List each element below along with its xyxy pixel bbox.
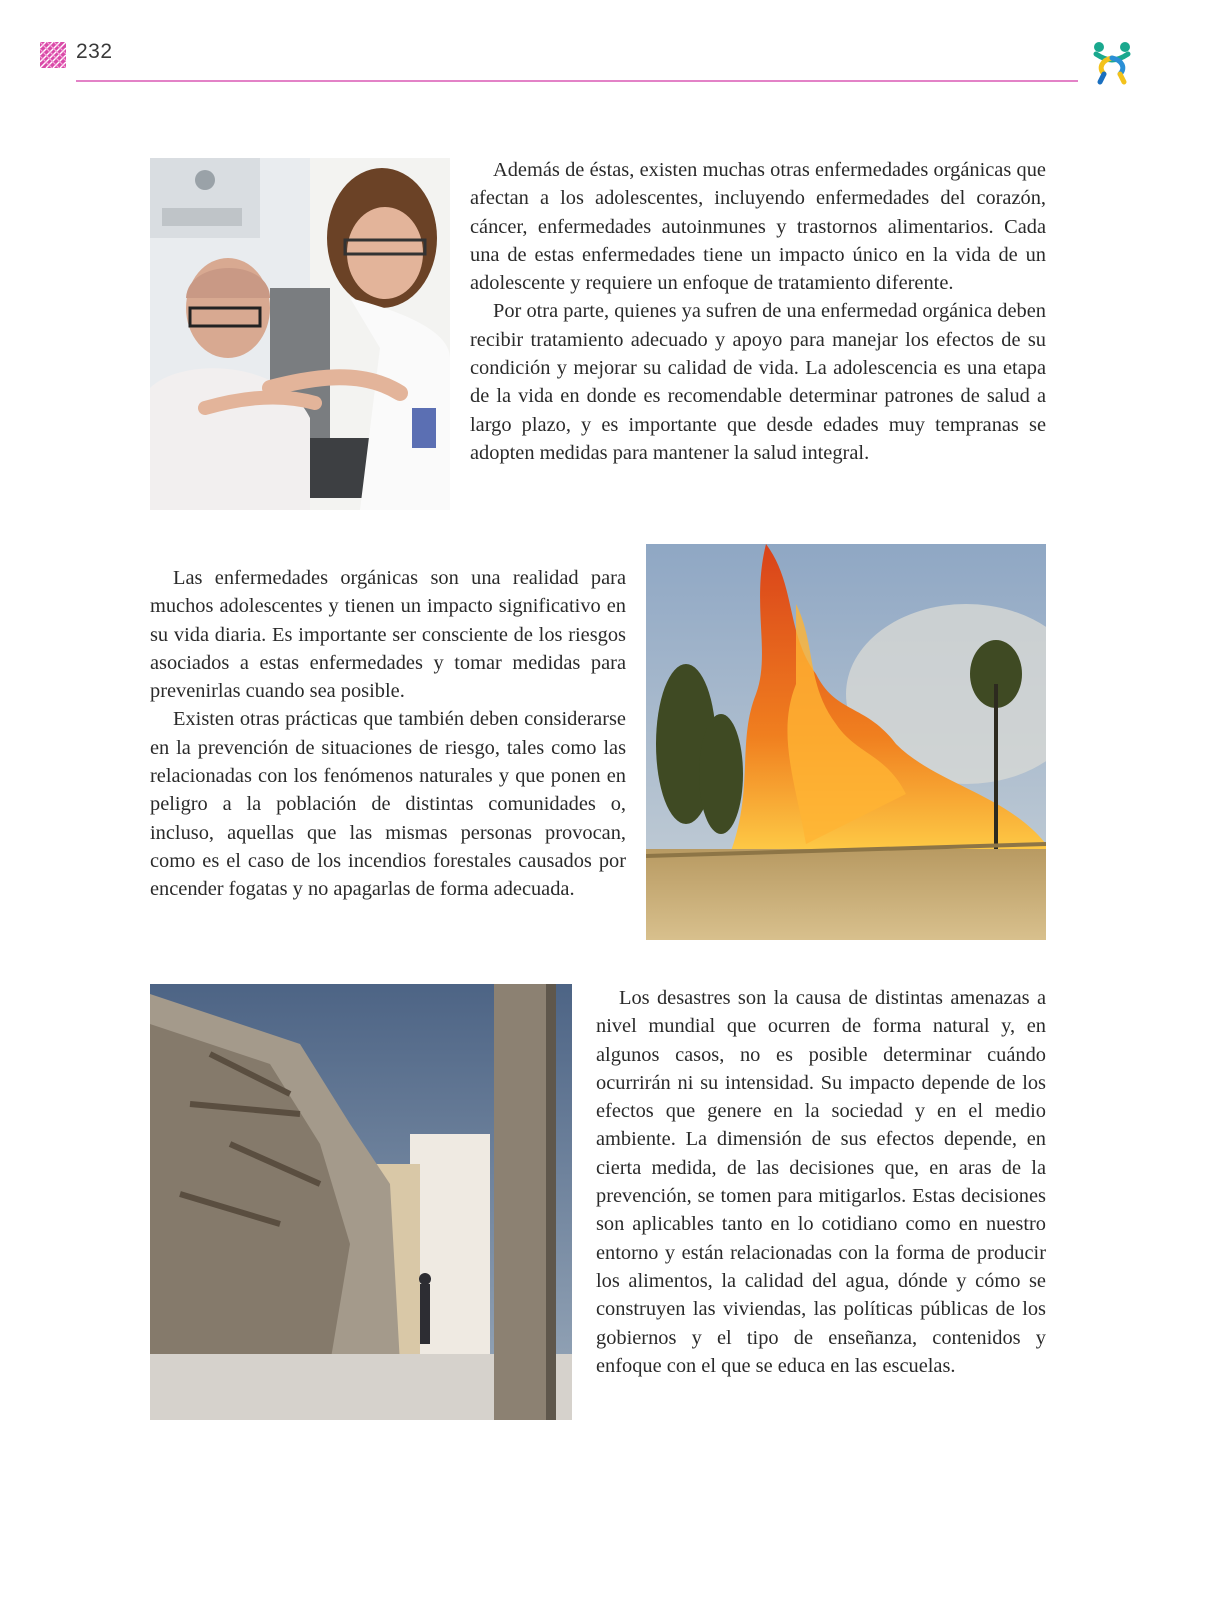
paragraph: Además de éstas, existen muchas otras enfermedades orgánicas que afectan a los adolescentes, incluyendo enfermedades del corazón, cáncer, enfermedades autoinmunes y trastornos alimentarios. Cada una de estas enfermedades tiene un impacto único en la vida de un adolescente y requiere un enfoque de tratamiento diferente. (470, 159, 1046, 295)
decorative-pattern-icon (40, 42, 66, 68)
paragraph: Existen otras prácticas que también deben considerarse en la prevención de situaciones de riesgo, tales como las relacionadas con los fenómenos naturales y que ponen en peligro a la población de distintas comunidades o, incluso, aquellas que las mismas personas provocan, como es el caso de los incendios forestales causados por encender fogatas y no apagarlas de forma adecuada. (150, 708, 626, 901)
page-number: 232 (76, 40, 113, 63)
paragraph: Los desastres son la causa de distintas amenazas a nivel mundial que ocurren de forma natural y, en algunos casos, no es posible determinar cuándo ocurrirán ni su intensidad. Su impacto depende de los efectos que genere en la sociedad y en el medio ambiente. La dimensión de sus efectos depende, en cierta medida, de las decisiones que, en aras de la prevención, se tomen para mitigarlos. Estas decisiones son aplicables tanto en lo cotidiano como en nuestro entorno y están relacionadas con la forma de producir los alimentos, la calidad del agua, dónde y cómo se construyen las viviendas, las políticas públicas de los gobiernos y el tipo de enseñanza, contenidos y enfoque con el que se educa en las escuelas. (596, 987, 1046, 1377)
paragraph: Por otra parte, quienes ya sufren de una enfermedad orgánica deben recibir tratamiento adecuado y apoyo para manejar los efectos de su condición y mejorar su calidad de vida. La adolescencia es una etapa de la vida en donde es recomendable determinar patrones de salud a largo plazo, y es importante que desde edades muy tempranas se adopten medidas para mantener la salud integral. (470, 300, 1046, 464)
hospital-care-photo (150, 158, 450, 510)
header-rule (76, 80, 1078, 82)
earthquake-ruins-photo (150, 984, 572, 1420)
paragraph-block-2 (150, 564, 626, 904)
abstract-figure-logo-icon (1088, 38, 1136, 86)
forest-fire-photo (646, 544, 1046, 940)
paragraph-block-1 (470, 156, 1046, 467)
paragraph: Las enfermedades orgánicas son una realidad para muchos adolescentes y tienen un impacto significativo en su vida diaria. Es importante ser consciente de los riesgos asociados a estas enfermedades y tomar medidas para prevenirlas cuando sea posible. (150, 567, 626, 703)
paragraph-block-3 (596, 984, 1046, 1380)
